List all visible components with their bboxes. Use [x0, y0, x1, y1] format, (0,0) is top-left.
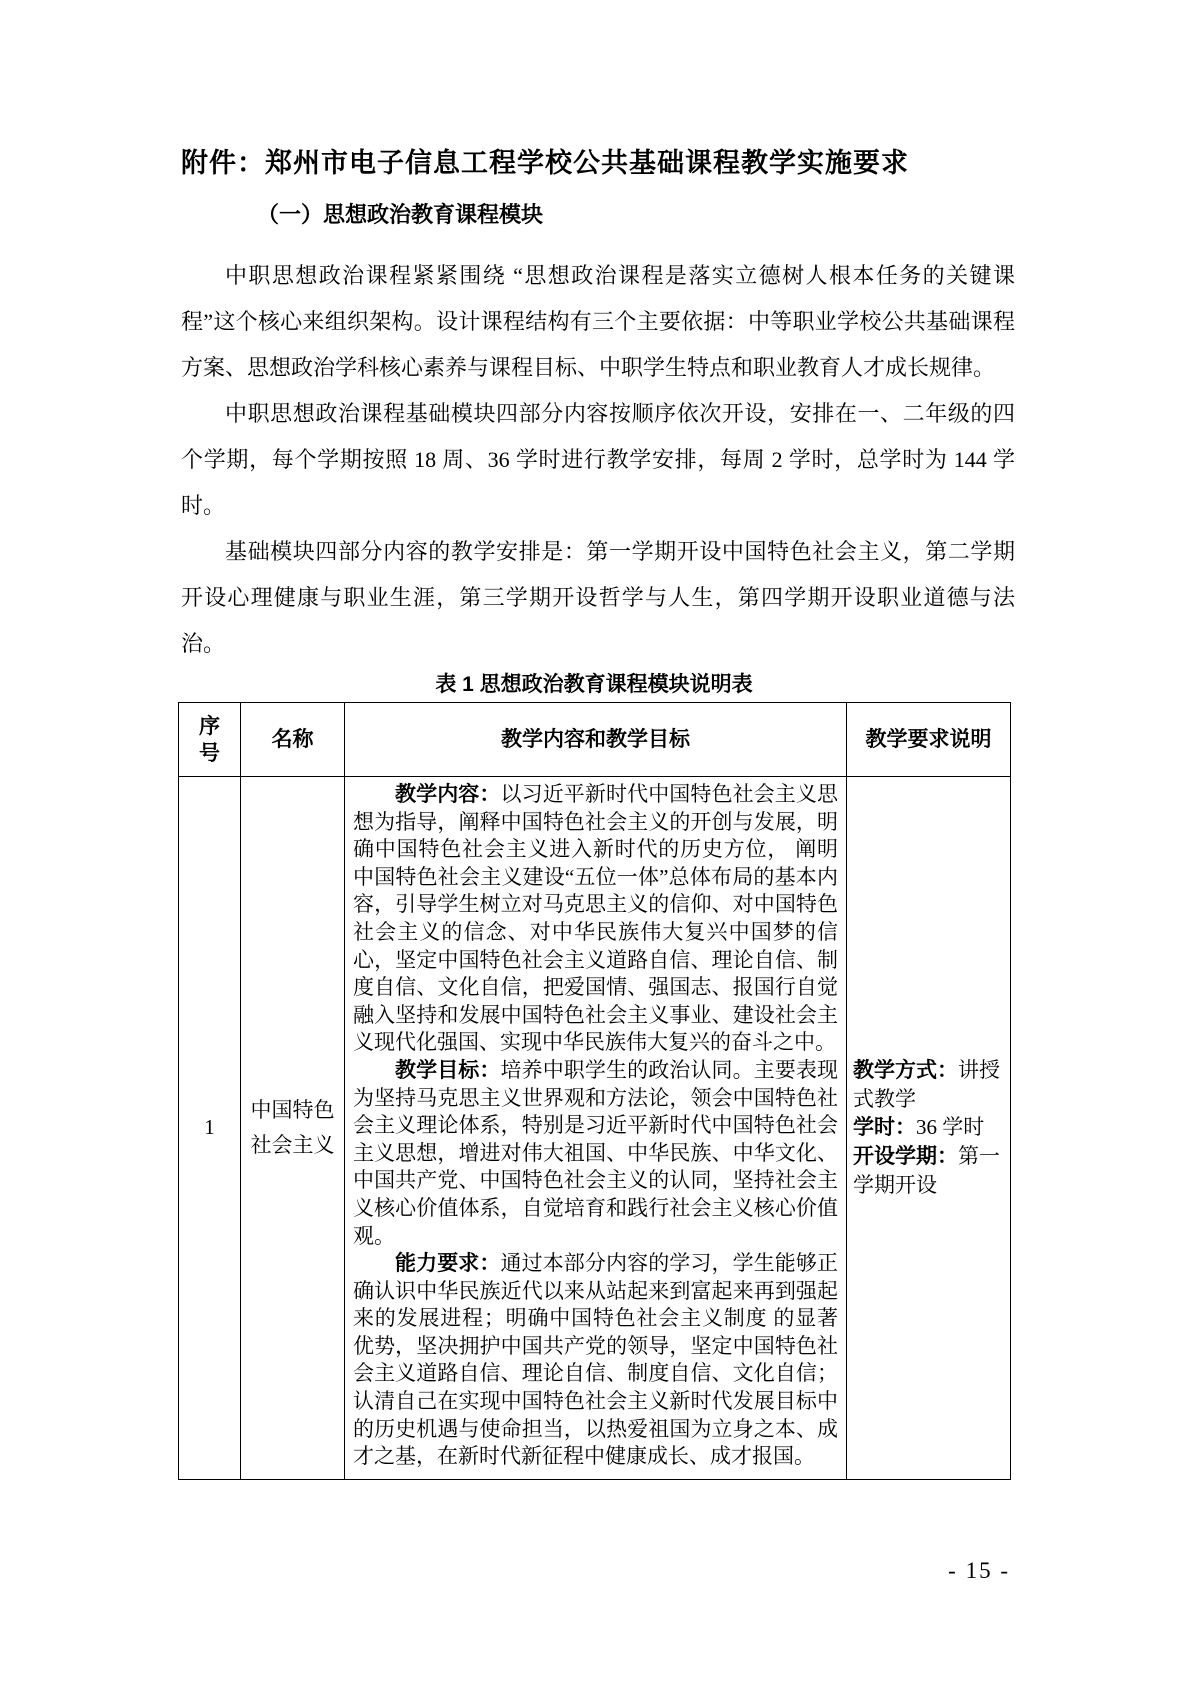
requirement-label: 教学方式： — [853, 1059, 958, 1083]
page-number: - 15 - — [948, 1558, 1010, 1583]
content-paragraph — [353, 1250, 838, 1471]
content-label: 能力要求： — [395, 1252, 501, 1276]
table-row — [179, 777, 1011, 1480]
teaching-requirements-cell — [847, 777, 1011, 1480]
paragraph: 基础模块四部分内容的教学安排是：第一学期开设中国特色社会主义，第二学期开设心理健康与职业生涯，第三学期开设哲学与人生，第四学期开设职业道德与法治。 — [181, 539, 1015, 656]
content-paragraph — [353, 781, 838, 1057]
header-label-content: 教学内容和教学目标 — [501, 728, 690, 751]
header-label-name: 名称 — [271, 728, 314, 751]
paragraph: 中职思想政治课程紧紧围绕 “思想政治课程是落实立德树人根本任务的关键课程”这个核心来组织架构。设计课程结构有三个主要依据：中等职业学校公共基础课程方案、思想政治学科核心素养与课程目标、中职学生特点和职业教育人才成长规律。 — [181, 263, 1015, 380]
course-name-cell: 中国特色社会主义 — [241, 777, 345, 1480]
page-title: 附件：郑州市电子信息工程学校公共基础课程教学实施要求 — [181, 148, 909, 178]
course-module-table — [178, 702, 1011, 1480]
table-caption: 表 1 思想政治教育课程模块说明表 — [435, 673, 753, 696]
paragraph: 中职思想政治课程基础模块四部分内容按顺序依次开设，安排在一、二年级的四个学期，每个学期按照 18 周、36 学时进行教学安排，每周 2 学时，总学时为 144 学时。 — [181, 401, 1015, 518]
table-header-row — [179, 703, 1011, 777]
requirement-item — [853, 1142, 1004, 1199]
content-label: 教学目标： — [395, 1058, 501, 1082]
requirement-text: 讲授式教学 — [853, 1058, 1000, 1112]
header-cell-content — [345, 703, 847, 777]
header-label-seq: 序号 — [199, 714, 220, 765]
content-text: 以习近平新时代中国特色社会主义思想为指导，阐释中国特色社会主义的开创与发展，明确中国特色社会主义进入新时代的历史方位， 阐明中国特色社会主义建设“五位一体”总体布局的基本内容，引导学生树立对马克思主义的信仰、对中国特色社会主义的信念、对中华民族伟大复兴中国梦的信心，坚定中国特色社会主义道路自信、理论自信、制度自信、文化自信，把爱国情、强国志、报国行自觉融入坚持和发展中国特色社会主义事业、建设社会主义现代化强国、实现中华民族伟大复兴的奋斗之中。 — [353, 782, 838, 1055]
row-index-cell: 1 — [179, 777, 241, 1480]
content-label: 教学内容： — [395, 783, 501, 806]
content-paragraph — [353, 1057, 838, 1250]
teaching-content-cell — [345, 777, 847, 1480]
header-cell-name — [241, 703, 345, 777]
requirement-label: 学时： — [853, 1116, 916, 1140]
header-cell-requirements — [847, 703, 1011, 777]
requirement-label: 开设学期： — [853, 1145, 958, 1169]
requirement-text: 第一学期开设 — [853, 1144, 1000, 1198]
content-text: 培养中职学生的政治认同。主要表现为坚持马克思主义世界观和方法论，领会中国特色社会主义理论体系，特别是习近平新时代中国特色社会主义思想，增进对伟大祖国、中华民族、中华文化、中国共产党、中国特色社会主义的认同，坚持社会主义核心价值体系，自觉培育和践行社会主义核心价值观。 — [353, 1057, 838, 1248]
requirement-item — [853, 1113, 1004, 1142]
header-cell-seq — [179, 703, 241, 777]
body-text — [181, 253, 1015, 667]
requirement-text: 36 学时 — [916, 1115, 985, 1140]
header-label-requirements: 教学要求说明 — [865, 728, 992, 751]
section-heading: （一）思想政治教育课程模块 — [257, 202, 544, 227]
requirement-item — [853, 1056, 1004, 1113]
content-text: 通过本部分内容的学习，学生能够正确认识中华民族近代以来从站起来到富起来再到强起来的发展进程；明确中国特色社会主义制度 的显著优势，坚决拥护中国共产党的领导，坚定中国特色社会主义道路自信、理论自信、制度自信、文化自信；认清自己在实现中国特色社会主义新时代发展目标中的历史机遇与使命担当，以热爱祖国为立身之本、成才之基，在新时代新征程中健康成长、成才报国。 — [353, 1251, 838, 1469]
text-block — [181, 0, 1015, 1480]
